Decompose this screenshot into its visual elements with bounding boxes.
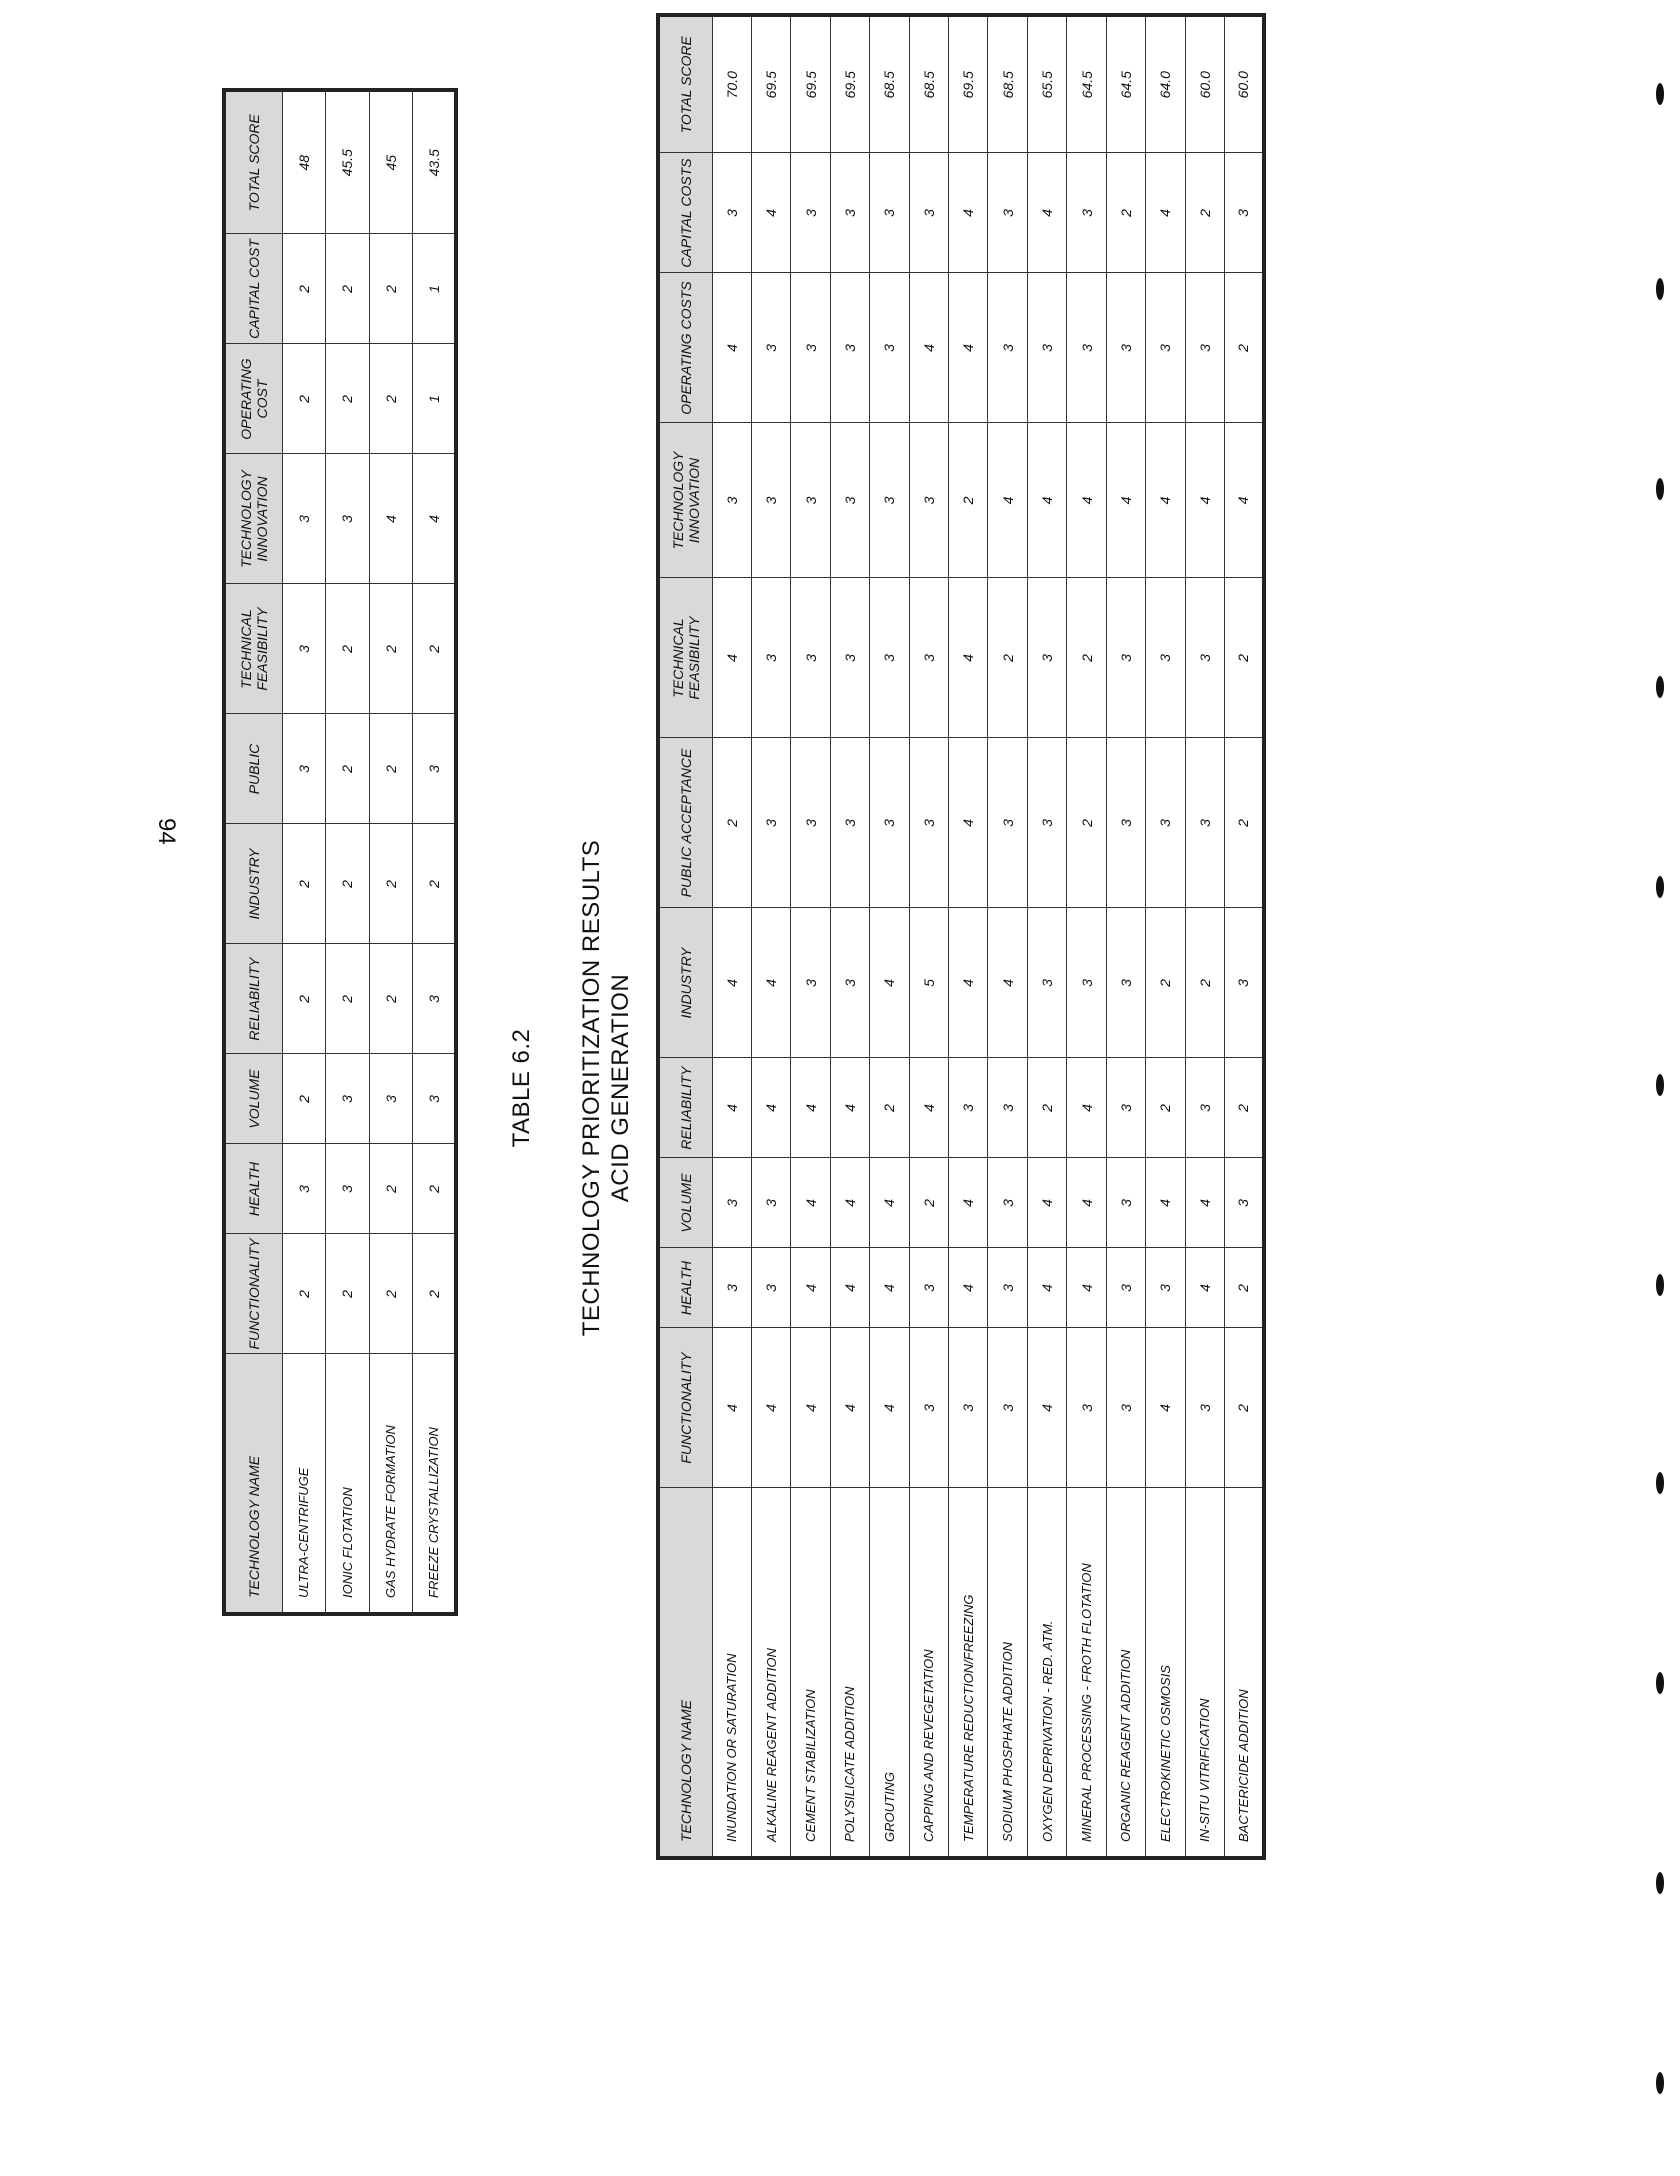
score-cell: 3 bbox=[1106, 1328, 1145, 1488]
score-cell: 3 bbox=[1185, 1058, 1224, 1158]
score-cell: 4 bbox=[1067, 423, 1106, 578]
technology-name-cell: POLYSILICATE ADDITION bbox=[830, 1488, 869, 1858]
score-cell: 4 bbox=[909, 1058, 948, 1158]
score-cell: 3 bbox=[870, 578, 909, 738]
table-row bbox=[1106, 15, 1145, 1858]
technology-name-cell: MINERAL PROCESSING - FROTH FLOTATION bbox=[1067, 1488, 1106, 1858]
score-cell: 2 bbox=[1185, 153, 1224, 273]
score-cell: 4 bbox=[751, 908, 790, 1058]
score-cell: 3 bbox=[791, 153, 830, 273]
column-header: TOTAL SCORE bbox=[224, 90, 282, 234]
score-cell: 3 bbox=[949, 1328, 988, 1488]
technology-name-cell: FREEZE CRYSTALLIZATION bbox=[413, 1354, 457, 1614]
score-cell: 2 bbox=[369, 1144, 413, 1234]
score-cell: 3 bbox=[712, 153, 751, 273]
score-cell: 4 bbox=[1146, 153, 1185, 273]
score-cell: 3 bbox=[751, 738, 790, 908]
table-row bbox=[751, 15, 790, 1858]
column-header: INDUSTRY bbox=[658, 908, 712, 1058]
column-header: TECHNOLOGY NAME bbox=[224, 1354, 282, 1614]
score-cell: 3 bbox=[712, 1158, 751, 1248]
technology-name-cell: IN-SITU VITRIFICATION bbox=[1185, 1488, 1224, 1858]
score-cell: 4 bbox=[1067, 1248, 1106, 1328]
score-cell: 4 bbox=[949, 908, 988, 1058]
score-cell: 3 bbox=[988, 1248, 1027, 1328]
score-cell: 2 bbox=[326, 714, 370, 824]
score-cell: 4 bbox=[369, 454, 413, 584]
score-cell: 2 bbox=[369, 944, 413, 1054]
column-header: TECHNICAL FEASIBILITY bbox=[658, 578, 712, 738]
table-header-row bbox=[658, 15, 712, 1858]
technology-name-cell: ELECTROKINETIC OSMOSIS bbox=[1146, 1488, 1185, 1858]
score-cell: 3 bbox=[791, 273, 830, 423]
score-cell: 3 bbox=[751, 273, 790, 423]
score-cell: 3 bbox=[413, 1054, 457, 1144]
score-cell: 3 bbox=[712, 423, 751, 578]
score-cell: 3 bbox=[870, 738, 909, 908]
column-header: CAPITAL COSTS bbox=[658, 153, 712, 273]
score-cell: 3 bbox=[712, 1248, 751, 1328]
score-cell: 2 bbox=[369, 344, 413, 454]
column-header: HEALTH bbox=[658, 1248, 712, 1328]
score-cell: 3 bbox=[988, 1058, 1027, 1158]
table-row bbox=[949, 15, 988, 1858]
score-cell: 3 bbox=[1067, 908, 1106, 1058]
score-cell: 3 bbox=[1027, 578, 1066, 738]
score-cell: 64.5 bbox=[1067, 15, 1106, 153]
score-cell: 3 bbox=[751, 1248, 790, 1328]
score-cell: 64.0 bbox=[1146, 15, 1185, 153]
score-cell: 3 bbox=[870, 273, 909, 423]
table-row bbox=[1146, 15, 1185, 1858]
table-row bbox=[791, 15, 830, 1858]
score-cell: 4 bbox=[949, 738, 988, 908]
column-header: CAPITAL COST bbox=[224, 234, 282, 344]
table-row bbox=[1224, 15, 1264, 1858]
score-cell: 2 bbox=[282, 344, 326, 454]
score-cell: 4 bbox=[870, 1158, 909, 1248]
score-cell: 2 bbox=[909, 1158, 948, 1248]
column-header: VOLUME bbox=[658, 1158, 712, 1248]
technology-name-cell: OXYGEN DEPRIVATION - RED. ATM. bbox=[1027, 1488, 1066, 1858]
score-cell: 4 bbox=[791, 1158, 830, 1248]
score-cell: 2 bbox=[1067, 578, 1106, 738]
score-cell: 2 bbox=[282, 824, 326, 944]
score-cell: 4 bbox=[712, 578, 751, 738]
score-cell: 68.5 bbox=[909, 15, 948, 153]
score-cell: 68.5 bbox=[870, 15, 909, 153]
score-cell: 2 bbox=[369, 584, 413, 714]
score-cell: 3 bbox=[751, 423, 790, 578]
score-cell: 4 bbox=[988, 908, 1027, 1058]
score-cell: 48 bbox=[282, 90, 326, 234]
score-cell: 4 bbox=[1027, 423, 1066, 578]
technology-name-cell: GROUTING bbox=[870, 1488, 909, 1858]
score-cell: 3 bbox=[1067, 1328, 1106, 1488]
score-cell: 3 bbox=[870, 153, 909, 273]
table-row bbox=[870, 15, 909, 1858]
score-cell: 2 bbox=[1146, 908, 1185, 1058]
score-cell: 1 bbox=[413, 344, 457, 454]
table-number: TABLE 6.2 bbox=[508, 1028, 535, 1148]
score-cell: 3 bbox=[1027, 738, 1066, 908]
score-cell: 2 bbox=[712, 738, 751, 908]
table-row bbox=[413, 90, 457, 1614]
column-header: TECHNOLOGY INNOVATION bbox=[658, 423, 712, 578]
score-cell: 4 bbox=[413, 454, 457, 584]
score-cell: 2 bbox=[1224, 578, 1264, 738]
score-cell: 3 bbox=[1067, 153, 1106, 273]
score-cell: 2 bbox=[1224, 738, 1264, 908]
score-cell: 69.5 bbox=[791, 15, 830, 153]
score-cell: 69.5 bbox=[751, 15, 790, 153]
score-cell: 3 bbox=[909, 578, 948, 738]
score-cell: 3 bbox=[369, 1054, 413, 1144]
score-cell: 4 bbox=[712, 1058, 751, 1158]
score-cell: 2 bbox=[369, 234, 413, 344]
score-cell: 2 bbox=[369, 824, 413, 944]
score-cell: 4 bbox=[791, 1328, 830, 1488]
technology-name-cell: CAPPING AND REVEGETATION bbox=[909, 1488, 948, 1858]
score-cell: 2 bbox=[282, 1054, 326, 1144]
score-cell: 2 bbox=[949, 423, 988, 578]
score-cell: 3 bbox=[1106, 1248, 1145, 1328]
score-cell: 2 bbox=[1185, 908, 1224, 1058]
score-cell: 43.5 bbox=[413, 90, 457, 234]
score-cell: 3 bbox=[751, 1158, 790, 1248]
column-header: HEALTH bbox=[224, 1144, 282, 1234]
table-row bbox=[326, 90, 370, 1614]
score-cell: 3 bbox=[282, 1144, 326, 1234]
score-cell: 3 bbox=[1185, 738, 1224, 908]
score-cell: 4 bbox=[870, 908, 909, 1058]
score-cell: 3 bbox=[1224, 908, 1264, 1058]
score-cell: 3 bbox=[326, 454, 370, 584]
technology-name-cell: BACTERICIDE ADDITION bbox=[1224, 1488, 1264, 1858]
score-cell: 2 bbox=[1224, 1058, 1264, 1158]
score-cell: 3 bbox=[1146, 738, 1185, 908]
table-supplementary-technologies bbox=[222, 88, 458, 1616]
score-cell: 3 bbox=[791, 578, 830, 738]
score-cell: 4 bbox=[949, 1158, 988, 1248]
score-cell: 4 bbox=[870, 1328, 909, 1488]
column-header: TECHNOLOGY INNOVATION bbox=[224, 454, 282, 584]
column-header: OPERATING COSTS bbox=[658, 273, 712, 423]
score-cell: 45 bbox=[369, 90, 413, 234]
score-cell: 3 bbox=[791, 738, 830, 908]
score-cell: 2 bbox=[1067, 738, 1106, 908]
score-cell: 3 bbox=[870, 423, 909, 578]
score-cell: 4 bbox=[751, 1058, 790, 1158]
score-cell: 3 bbox=[1067, 273, 1106, 423]
table-header-row bbox=[224, 90, 282, 1614]
score-cell: 2 bbox=[1224, 273, 1264, 423]
score-cell: 3 bbox=[909, 423, 948, 578]
score-cell: 3 bbox=[909, 1248, 948, 1328]
table-row bbox=[712, 15, 751, 1858]
score-cell: 4 bbox=[791, 1058, 830, 1158]
score-cell: 3 bbox=[1106, 908, 1145, 1058]
column-header: PUBLIC bbox=[224, 714, 282, 824]
score-cell: 64.5 bbox=[1106, 15, 1145, 153]
score-cell: 4 bbox=[949, 153, 988, 273]
score-cell: 4 bbox=[751, 153, 790, 273]
score-cell: 3 bbox=[909, 1328, 948, 1488]
table-row bbox=[282, 90, 326, 1614]
score-cell: 2 bbox=[1224, 1248, 1264, 1328]
score-cell: 3 bbox=[282, 584, 326, 714]
table-row bbox=[1067, 15, 1106, 1858]
score-cell: 2 bbox=[282, 1234, 326, 1354]
score-cell: 4 bbox=[1027, 1158, 1066, 1248]
score-cell: 60.0 bbox=[1224, 15, 1264, 153]
score-cell: 3 bbox=[1106, 738, 1145, 908]
score-cell: 2 bbox=[282, 234, 326, 344]
score-cell: 4 bbox=[712, 908, 751, 1058]
score-cell: 69.5 bbox=[830, 15, 869, 153]
score-cell: 5 bbox=[909, 908, 948, 1058]
column-header: TECHNOLOGY NAME bbox=[658, 1488, 712, 1858]
score-cell: 3 bbox=[1185, 1328, 1224, 1488]
score-cell: 4 bbox=[1185, 423, 1224, 578]
column-header: TECHNICAL FEASIBILITY bbox=[224, 584, 282, 714]
score-cell: 4 bbox=[830, 1158, 869, 1248]
page-number: 94 bbox=[153, 818, 180, 845]
score-cell: 45.5 bbox=[326, 90, 370, 234]
score-cell: 3 bbox=[326, 1054, 370, 1144]
score-cell: 4 bbox=[751, 1328, 790, 1488]
score-cell: 3 bbox=[1185, 273, 1224, 423]
score-cell: 2 bbox=[326, 824, 370, 944]
table-subtitle: ACID GENERATION bbox=[607, 973, 634, 1203]
score-cell: 3 bbox=[1146, 273, 1185, 423]
score-cell: 3 bbox=[1106, 1058, 1145, 1158]
score-cell: 2 bbox=[1106, 153, 1145, 273]
score-cell: 4 bbox=[1027, 1328, 1066, 1488]
score-cell: 2 bbox=[413, 584, 457, 714]
score-cell: 65.5 bbox=[1027, 15, 1066, 153]
score-cell: 3 bbox=[988, 153, 1027, 273]
score-cell: 3 bbox=[1185, 578, 1224, 738]
technology-name-cell: IONIC FLOTATION bbox=[326, 1354, 370, 1614]
score-cell: 3 bbox=[830, 578, 869, 738]
technology-name-cell: INUNDATION OR SATURATION bbox=[712, 1488, 751, 1858]
score-cell: 4 bbox=[949, 273, 988, 423]
table-body bbox=[712, 15, 1264, 1858]
score-cell: 68.5 bbox=[988, 15, 1027, 153]
technology-name-cell: GAS HYDRATE FORMATION bbox=[369, 1354, 413, 1614]
score-cell: 2 bbox=[1027, 1058, 1066, 1158]
score-cell: 4 bbox=[712, 1328, 751, 1488]
score-cell: 4 bbox=[830, 1328, 869, 1488]
technology-name-cell: SODIUM PHOSPHATE ADDITION bbox=[988, 1488, 1027, 1858]
score-cell: 4 bbox=[1067, 1158, 1106, 1248]
score-cell: 2 bbox=[282, 944, 326, 1054]
score-cell: 3 bbox=[830, 908, 869, 1058]
score-cell: 4 bbox=[1185, 1158, 1224, 1248]
score-cell: 3 bbox=[282, 714, 326, 824]
table-row bbox=[1185, 15, 1224, 1858]
score-cell: 2 bbox=[369, 1234, 413, 1354]
score-cell: 3 bbox=[909, 738, 948, 908]
column-header: PUBLIC ACCEPTANCE bbox=[658, 738, 712, 908]
column-header: RELIABILITY bbox=[224, 944, 282, 1054]
table-technology-prioritization bbox=[656, 13, 1266, 1860]
score-cell: 4 bbox=[712, 273, 751, 423]
score-cell: 3 bbox=[988, 1158, 1027, 1248]
score-cell: 3 bbox=[830, 423, 869, 578]
score-cell: 4 bbox=[949, 578, 988, 738]
score-cell: 4 bbox=[1067, 1058, 1106, 1158]
score-cell: 2 bbox=[413, 824, 457, 944]
score-cell: 2 bbox=[870, 1058, 909, 1158]
score-cell: 4 bbox=[1146, 1158, 1185, 1248]
score-cell: 4 bbox=[949, 1248, 988, 1328]
score-cell: 3 bbox=[1146, 1248, 1185, 1328]
score-cell: 3 bbox=[830, 153, 869, 273]
technology-name-cell: CEMENT STABILIZATION bbox=[791, 1488, 830, 1858]
score-cell: 4 bbox=[1185, 1248, 1224, 1328]
score-cell: 3 bbox=[988, 738, 1027, 908]
column-header: TOTAL SCORE bbox=[658, 15, 712, 153]
score-cell: 3 bbox=[1027, 908, 1066, 1058]
technology-name-cell: TEMPERATURE REDUCTION/FREEZING bbox=[949, 1488, 988, 1858]
score-cell: 2 bbox=[1224, 1328, 1264, 1488]
score-cell: 4 bbox=[1106, 423, 1145, 578]
score-cell: 3 bbox=[326, 1144, 370, 1234]
score-cell: 4 bbox=[830, 1248, 869, 1328]
score-cell: 69.5 bbox=[949, 15, 988, 153]
score-cell: 2 bbox=[1146, 1058, 1185, 1158]
score-cell: 2 bbox=[326, 584, 370, 714]
score-cell: 2 bbox=[413, 1234, 457, 1354]
score-cell: 3 bbox=[413, 714, 457, 824]
score-cell: 3 bbox=[1224, 1158, 1264, 1248]
table-row bbox=[909, 15, 948, 1858]
score-cell: 4 bbox=[1146, 1328, 1185, 1488]
column-header: VOLUME bbox=[224, 1054, 282, 1144]
score-cell: 3 bbox=[1106, 273, 1145, 423]
score-cell: 3 bbox=[751, 578, 790, 738]
table-row bbox=[988, 15, 1027, 1858]
table-row bbox=[1027, 15, 1066, 1858]
score-cell: 1 bbox=[413, 234, 457, 344]
column-header: FUNCTIONALITY bbox=[658, 1328, 712, 1488]
score-cell: 4 bbox=[909, 273, 948, 423]
score-cell: 3 bbox=[1106, 1158, 1145, 1248]
score-cell: 3 bbox=[282, 454, 326, 584]
score-cell: 70.0 bbox=[712, 15, 751, 153]
score-cell: 2 bbox=[413, 1144, 457, 1234]
score-cell: 2 bbox=[326, 944, 370, 1054]
score-cell: 3 bbox=[791, 423, 830, 578]
score-cell: 4 bbox=[988, 423, 1027, 578]
score-cell: 2 bbox=[326, 1234, 370, 1354]
score-cell: 4 bbox=[791, 1248, 830, 1328]
score-cell: 4 bbox=[830, 1058, 869, 1158]
table-title: TECHNOLOGY PRIORITIZATION RESULTS bbox=[578, 839, 605, 1337]
score-cell: 3 bbox=[949, 1058, 988, 1158]
score-cell: 3 bbox=[830, 738, 869, 908]
technology-name-cell: ULTRA-CENTRIFUGE bbox=[282, 1354, 326, 1614]
score-cell: 2 bbox=[988, 578, 1027, 738]
table-body bbox=[282, 90, 456, 1614]
score-cell: 2 bbox=[326, 344, 370, 454]
score-cell: 3 bbox=[413, 944, 457, 1054]
column-header: INDUSTRY bbox=[224, 824, 282, 944]
score-cell: 3 bbox=[1106, 578, 1145, 738]
score-cell: 3 bbox=[830, 273, 869, 423]
technology-name-cell: ORGANIC REAGENT ADDITION bbox=[1106, 1488, 1145, 1858]
score-cell: 4 bbox=[1224, 423, 1264, 578]
score-cell: 2 bbox=[369, 714, 413, 824]
technology-name-cell: ALKALINE REAGENT ADDITION bbox=[751, 1488, 790, 1858]
score-cell: 3 bbox=[909, 153, 948, 273]
score-cell: 3 bbox=[988, 273, 1027, 423]
column-header: OPERATING COST bbox=[224, 344, 282, 454]
score-cell: 3 bbox=[1146, 578, 1185, 738]
score-cell: 4 bbox=[1146, 423, 1185, 578]
column-header: FUNCTIONALITY bbox=[224, 1234, 282, 1354]
score-cell: 3 bbox=[1224, 153, 1264, 273]
score-cell: 3 bbox=[791, 908, 830, 1058]
table-row bbox=[369, 90, 413, 1614]
table-row bbox=[830, 15, 869, 1858]
score-cell: 3 bbox=[1027, 273, 1066, 423]
score-cell: 3 bbox=[988, 1328, 1027, 1488]
score-cell: 4 bbox=[1027, 1248, 1066, 1328]
score-cell: 60.0 bbox=[1185, 15, 1224, 153]
score-cell: 4 bbox=[1027, 153, 1066, 273]
score-cell: 2 bbox=[326, 234, 370, 344]
column-header: RELIABILITY bbox=[658, 1058, 712, 1158]
score-cell: 4 bbox=[870, 1248, 909, 1328]
